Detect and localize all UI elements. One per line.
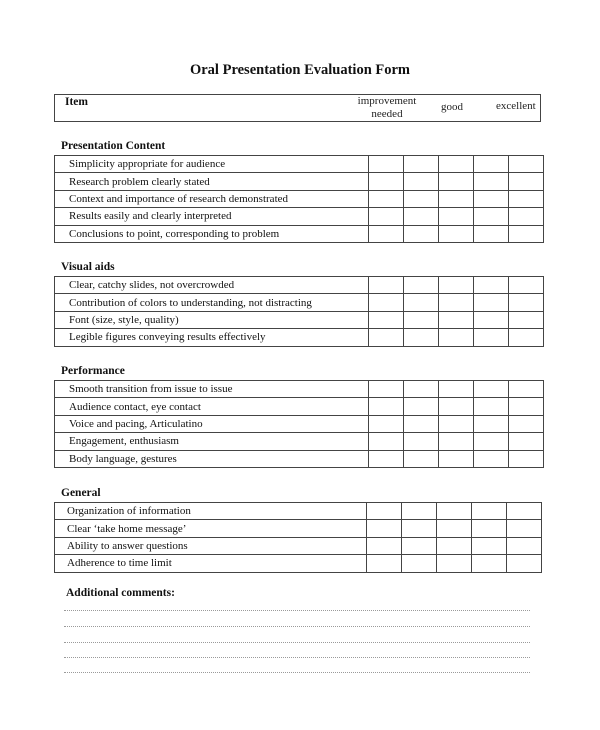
rating-cell[interactable]	[404, 329, 439, 346]
rating-cell[interactable]	[404, 190, 439, 207]
rating-cell[interactable]	[509, 225, 544, 242]
rating-cell[interactable]	[474, 329, 509, 346]
rating-cell[interactable]	[507, 520, 542, 537]
rating-cell[interactable]	[509, 415, 544, 432]
rating-cell[interactable]	[509, 433, 544, 450]
header-item: Item	[65, 96, 88, 108]
rating-cell[interactable]	[402, 503, 437, 520]
criterion-label: Simplicity appropriate for audience	[55, 156, 369, 173]
rating-cell[interactable]	[472, 555, 507, 572]
rating-cell[interactable]	[439, 381, 474, 398]
rating-cell[interactable]	[474, 190, 509, 207]
rating-cell[interactable]	[404, 173, 439, 190]
rating-cell[interactable]	[404, 225, 439, 242]
comment-line[interactable]	[64, 672, 530, 673]
rating-cell[interactable]	[404, 381, 439, 398]
rating-cell[interactable]	[507, 503, 542, 520]
rating-cell[interactable]	[369, 208, 404, 225]
section-title-visual-aids: Visual aids	[61, 261, 115, 273]
rating-cell[interactable]	[404, 415, 439, 432]
rating-cell[interactable]	[472, 503, 507, 520]
table-row	[55, 173, 544, 190]
table-row	[55, 520, 542, 537]
rating-cell[interactable]	[369, 173, 404, 190]
rating-cell[interactable]	[474, 208, 509, 225]
rating-cell[interactable]	[369, 381, 404, 398]
criterion-label: Conclusions to point, corresponding to problem	[55, 225, 369, 242]
header-improvement-line2: needed	[371, 108, 403, 120]
rating-cell[interactable]	[509, 156, 544, 173]
criterion-label: Context and importance of research demonstrated	[55, 190, 369, 207]
comment-line[interactable]	[64, 610, 530, 611]
criterion-label: Clear, catchy slides, not overcrowded	[55, 277, 369, 294]
rating-cell[interactable]	[437, 537, 472, 554]
rating-cell[interactable]	[474, 173, 509, 190]
section-table-visual-aids	[54, 276, 544, 347]
header-improvement-needed	[347, 95, 427, 121]
rating-cell[interactable]	[439, 433, 474, 450]
rating-cell[interactable]	[439, 415, 474, 432]
table-row	[55, 537, 542, 554]
rating-cell[interactable]	[404, 311, 439, 328]
rating-cell[interactable]	[439, 208, 474, 225]
rating-cell[interactable]	[437, 503, 472, 520]
criterion-label: Adherence to time limit	[55, 555, 367, 572]
rating-cell[interactable]	[474, 311, 509, 328]
criterion-label: Clear ‘take home message’	[55, 520, 367, 537]
table-row	[55, 311, 544, 328]
criterion-label: Font (size, style, quality)	[55, 311, 369, 328]
rating-cell[interactable]	[474, 398, 509, 415]
rating-cell[interactable]	[474, 433, 509, 450]
criterion-label: Voice and pacing, Articulatino	[55, 415, 369, 432]
rating-cell[interactable]	[507, 555, 542, 572]
table-row	[55, 277, 544, 294]
rating-cell[interactable]	[369, 294, 404, 311]
criterion-label: Ability to answer questions	[55, 537, 367, 554]
rating-cell[interactable]	[439, 329, 474, 346]
table-row	[55, 398, 544, 415]
rating-cell[interactable]	[369, 329, 404, 346]
rating-cell[interactable]	[402, 555, 437, 572]
rating-cell[interactable]	[367, 555, 402, 572]
rating-cell[interactable]	[474, 294, 509, 311]
rating-cell[interactable]	[509, 329, 544, 346]
table-row	[55, 450, 544, 467]
header-excellent: excellent	[496, 100, 536, 112]
rating-cell[interactable]	[509, 190, 544, 207]
rating-cell[interactable]	[509, 208, 544, 225]
rating-cell[interactable]	[367, 503, 402, 520]
criterion-label: Engagement, enthusiasm	[55, 433, 369, 450]
table-row	[55, 555, 542, 572]
section-title-performance: Performance	[61, 365, 125, 377]
rating-cell[interactable]	[474, 225, 509, 242]
table-row	[55, 329, 544, 346]
criterion-label: Contribution of colors to understanding, not distracting	[55, 294, 369, 311]
additional-comments-title: Additional comments:	[66, 587, 175, 599]
rating-cell[interactable]	[369, 450, 404, 467]
table-row	[55, 294, 544, 311]
rating-cell[interactable]	[369, 415, 404, 432]
criterion-label: Body language, gestures	[55, 450, 369, 467]
rating-cell[interactable]	[474, 415, 509, 432]
rating-cell[interactable]	[404, 294, 439, 311]
comment-line[interactable]	[64, 642, 530, 643]
rating-cell[interactable]	[404, 398, 439, 415]
criterion-label: Organization of information	[55, 503, 367, 520]
rating-cell[interactable]	[439, 173, 474, 190]
rating-cell[interactable]	[439, 156, 474, 173]
rating-cell[interactable]	[369, 190, 404, 207]
criterion-label: Audience contact, eye contact	[55, 398, 369, 415]
header-improvement-line1: improvement	[357, 95, 417, 107]
rating-cell[interactable]	[367, 537, 402, 554]
rating-cell[interactable]	[367, 520, 402, 537]
rating-cell[interactable]	[509, 277, 544, 294]
rating-cell[interactable]	[507, 537, 542, 554]
section-title-general: General	[61, 487, 101, 499]
rating-cell[interactable]	[474, 381, 509, 398]
criterion-label: Research problem clearly stated	[55, 173, 369, 190]
section-table-presentation-content	[54, 155, 544, 243]
table-row	[55, 156, 544, 173]
rating-cell[interactable]	[439, 294, 474, 311]
rating-cell[interactable]	[509, 311, 544, 328]
table-row	[55, 415, 544, 432]
rating-cell[interactable]	[369, 277, 404, 294]
rating-cell[interactable]	[402, 520, 437, 537]
table-row	[55, 503, 542, 520]
criterion-label: Smooth transition from issue to issue	[55, 381, 369, 398]
rating-cell[interactable]	[369, 225, 404, 242]
rating-cell[interactable]	[472, 537, 507, 554]
rating-cell[interactable]	[439, 190, 474, 207]
rating-cell[interactable]	[439, 311, 474, 328]
rating-cell[interactable]	[404, 208, 439, 225]
rating-cell[interactable]	[402, 537, 437, 554]
rating-cell[interactable]	[509, 173, 544, 190]
rating-cell[interactable]	[404, 433, 439, 450]
comment-line[interactable]	[64, 626, 530, 627]
rating-cell[interactable]	[474, 156, 509, 173]
rating-cell[interactable]	[404, 450, 439, 467]
section-title-presentation-content: Presentation Content	[61, 140, 166, 152]
criterion-label: Legible figures conveying results effectively	[55, 329, 369, 346]
table-row	[55, 225, 544, 242]
criterion-label: Results easily and clearly interpreted	[55, 208, 369, 225]
table-row	[55, 381, 544, 398]
rating-cell[interactable]	[439, 398, 474, 415]
section-table-general	[54, 502, 542, 573]
header-good: good	[441, 101, 463, 113]
rating-cell[interactable]	[439, 277, 474, 294]
form-title: Oral Presentation Evaluation Form	[189, 62, 411, 78]
rating-cell[interactable]	[369, 311, 404, 328]
rating-cell[interactable]	[472, 520, 507, 537]
rating-cell[interactable]	[509, 381, 544, 398]
rating-cell[interactable]	[509, 398, 544, 415]
rating-cell[interactable]	[369, 398, 404, 415]
rating-cell[interactable]	[439, 450, 474, 467]
table-row	[55, 190, 544, 207]
rating-cell[interactable]	[509, 450, 544, 467]
rating-cell[interactable]	[474, 277, 509, 294]
rating-cell[interactable]	[369, 433, 404, 450]
rating-cell[interactable]	[509, 294, 544, 311]
comment-line[interactable]	[64, 657, 530, 658]
section-table-performance	[54, 380, 544, 468]
rating-cell[interactable]	[404, 277, 439, 294]
table-row	[55, 208, 544, 225]
table-row	[55, 433, 544, 450]
rating-cell[interactable]	[437, 555, 472, 572]
table-header	[54, 94, 541, 122]
rating-cell[interactable]	[439, 225, 474, 242]
rating-cell[interactable]	[369, 156, 404, 173]
rating-cell[interactable]	[404, 156, 439, 173]
rating-cell[interactable]	[437, 520, 472, 537]
rating-cell[interactable]	[474, 450, 509, 467]
